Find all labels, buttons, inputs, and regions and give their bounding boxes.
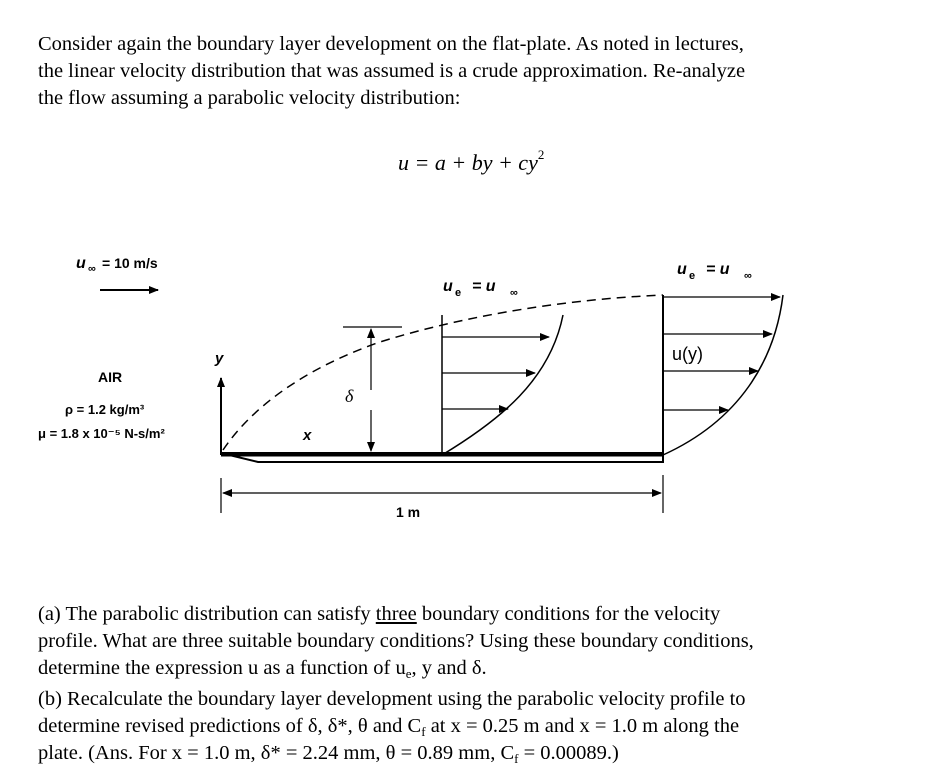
equation-exponent: 2 bbox=[537, 147, 545, 162]
length-label: 1 m bbox=[396, 504, 421, 520]
x-axis-label: x bbox=[303, 427, 312, 444]
part-a-line-1 bbox=[38, 601, 928, 628]
edge-right-inf: ∞ bbox=[744, 270, 752, 282]
part-a-text: (a) The parabolic distribution can satisfy bbox=[38, 603, 376, 625]
edge-mid-u: u bbox=[443, 278, 453, 295]
intro-line-3: the flow assuming a parabolic velocity distribution: bbox=[38, 87, 461, 109]
part-b-text-3: plate. (Ans. For x = 1.0 m, δ* = 2.24 mm, θ = 0.89 mm, C bbox=[38, 742, 515, 764]
part-a-line-2: profile. What are three suitable boundary conditions? Using these boundary conditions, bbox=[38, 630, 754, 652]
profile-mid-curve bbox=[442, 315, 563, 455]
edge-right-u: u bbox=[677, 261, 687, 278]
y-axis-label: y bbox=[215, 350, 224, 367]
part-b-line-1: (b) Recalculate the boundary layer development using the parabolic velocity profile to bbox=[38, 688, 746, 710]
profile-right-curve bbox=[663, 295, 783, 455]
subscript-e: e bbox=[405, 666, 412, 681]
edge-mid-inf: ∞ bbox=[510, 287, 518, 299]
part-a-line-3 bbox=[38, 655, 928, 682]
edge-mid-eq: = u bbox=[472, 278, 496, 295]
freestream-value: = 10 m/s bbox=[102, 255, 158, 271]
part-a-text-2: boundary conditions for the velocity bbox=[416, 603, 721, 625]
edge-mid-e: e bbox=[455, 287, 462, 299]
part-b-text-4: = 0.00089.) bbox=[518, 742, 619, 764]
intro-line-2: the linear velocity distribution that was assumed is a crude approximation. Re-analyze bbox=[38, 60, 746, 82]
edge-right-e: e bbox=[689, 270, 696, 282]
subscript-f-2: f bbox=[514, 751, 519, 766]
freestream-sub: ∞ bbox=[88, 263, 96, 275]
part-b-line-2 bbox=[38, 713, 928, 740]
part-b-line-3 bbox=[38, 740, 928, 767]
part-b-paragraph bbox=[38, 686, 928, 767]
fluid-label: AIR bbox=[98, 369, 123, 385]
delta-label: δ bbox=[345, 386, 354, 406]
intro-line-1: Consider again the boundary layer development on the flat-plate. As noted in lectures, bbox=[38, 33, 744, 55]
freestream-symbol: u bbox=[76, 255, 86, 272]
part-a-text-4: , y and δ. bbox=[411, 657, 487, 679]
viscosity-label: μ = 1.8 x 10⁻⁵ N-s/m² bbox=[38, 426, 165, 441]
edge-right-eq: = u bbox=[706, 261, 730, 278]
profile-label: u(y) bbox=[672, 344, 703, 364]
equation-body: u = a + by + cy bbox=[398, 150, 538, 175]
subscript-f: f bbox=[421, 724, 426, 739]
part-a-text-3: determine the expression u as a function of u bbox=[38, 657, 406, 679]
part-a-paragraph bbox=[38, 601, 928, 682]
density-label: ρ = 1.2 kg/m³ bbox=[65, 402, 145, 417]
underlined-three: three bbox=[375, 603, 417, 625]
part-b-text: determine revised predictions of δ, δ*, θ and C bbox=[38, 715, 422, 737]
part-b-text-2: at x = 0.25 m and x = 1.0 m along the bbox=[425, 715, 740, 737]
